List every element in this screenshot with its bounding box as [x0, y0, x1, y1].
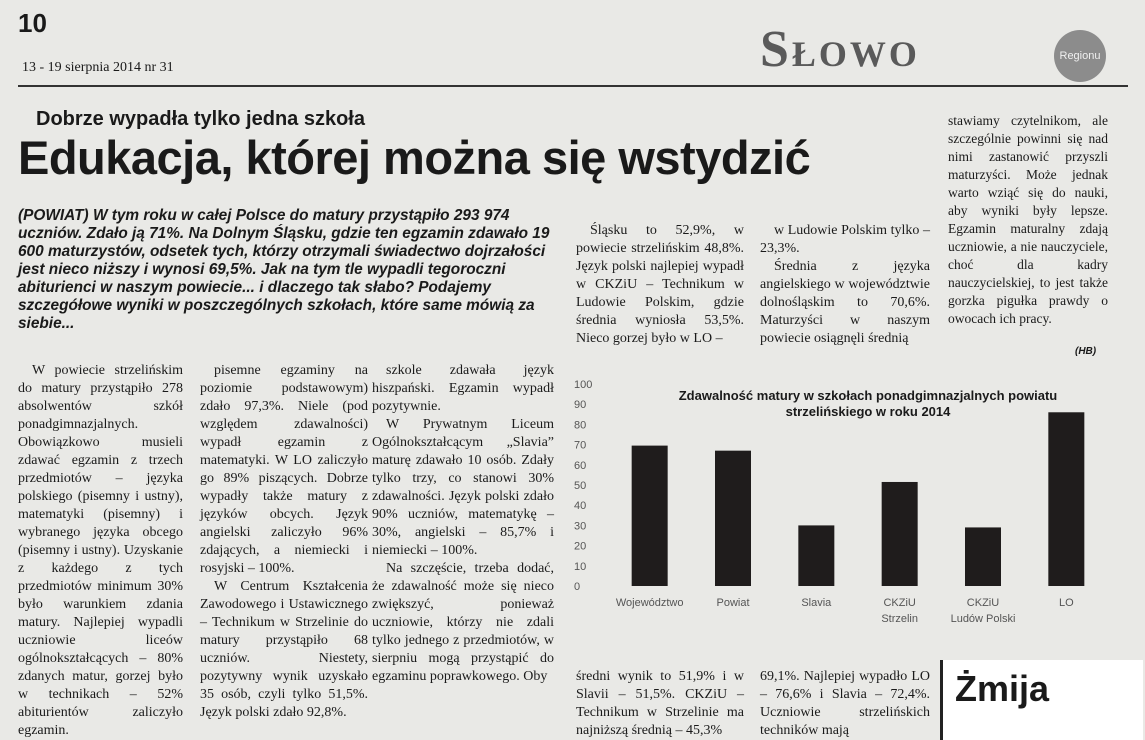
x-tick-label: CKZiU — [966, 597, 1000, 609]
chart-title — [679, 388, 1058, 419]
next-article-title: Żmija — [955, 668, 1050, 709]
paragraph: 69,1%. Najlepiej wypadło LO – 76,6% i Slavia – 72,4%. Uczniowie strzelińskich techników mają — [760, 669, 930, 738]
paragraph: Średnia z języka angielskiego w województwie dolnośląskim to 70,6%. Maturzyści w naszym powiecie osiągnęli średnią — [760, 259, 930, 346]
chart-bars — [632, 412, 1085, 586]
article-column-6 — [948, 112, 1108, 328]
y-tick-label: 40 — [574, 500, 587, 513]
article-column-5-continued — [760, 668, 930, 740]
y-tick-label: 10 — [574, 560, 587, 573]
chart-y-axis — [574, 379, 592, 593]
bar — [965, 527, 1001, 586]
article-column-3 — [372, 362, 554, 686]
chart-title-line: Zdawalność matury w szkołach ponadgimnazjalnych powiatu — [678, 388, 1058, 403]
article-column-4 — [576, 222, 744, 348]
paragraph: W Prywatnym Liceum Ogólnokształcącym „Slavia” maturę zdawało 10 osób. Zdały tylko trzy, co stanowi 30% zdawalności. Język polski zdało 90% uczniów, matematykę – 30%, angielski – 85,7% i niemiecki – 100%. — [372, 417, 554, 558]
bar — [798, 525, 834, 586]
y-tick-label: 70 — [574, 439, 587, 452]
x-tick-label: CKZiU — [883, 597, 916, 609]
y-tick-label: 0 — [574, 581, 581, 593]
masthead-badge: Regionu — [1054, 30, 1106, 82]
y-tick-label: 30 — [574, 520, 587, 533]
paragraph: szkole zdawała język hiszpański. Egzamin wypadł pozytywnie. — [372, 363, 554, 414]
paragraph: W powiecie strzelińskim do matury przystąpiło 278 absolwentów szkół ponadgimnazjalnych. Obowiązkowo musieli zdawać egzamin z trzech przedmiotów – języka polskiego (pisemny i ustny), matematyki (pisemny) i wybranego języka obcego (pisemny i ustny). Uzyskanie z każdego z tych przedmiotów minimum 30% było warunkiem zdania matury. Najlepiej wypadli uczniowie liceów ogólnokształcących – 80% zdanych matur, gorzej było w technikach – 52% abiturientów zaliczyło egzamin. — [18, 363, 183, 738]
x-tick-label: Województwo — [615, 597, 684, 609]
paragraph: w Ludowie Polskim tylko – 23,3%. — [760, 223, 930, 256]
article-kicker: Dobrze wypadła tylko jedna szkoła — [36, 108, 365, 130]
article-column-2 — [200, 362, 368, 722]
paragraph: stawiamy czytelnikom, ale szczególnie powinni się nad nimi zastanowić przyszli maturzyści. Może jednak warto wziąć się do nauki, aby wyniki były lepsze. Egzamin maturalny zdają uczniowie, a nie nauczyciele, choć dla kadry nauczycielskiej, to jest także gorzka pigułka prawdy o owocach ich pracy. — [948, 113, 1108, 326]
article-lead: (POWIAT) W tym roku w całej Polsce do matury przystąpiło 293 974 uczniów. Zdało ją 71%. Na Dolnym Śląsku, gdzie ten egzamin zdawało 19 600 maturzystów, odsetek tych, którzy otrzymali świadectwo dojrzałości jest nieco niższy i wynosi 69,5%. Jak na tym tle wypadli tegoroczni abiturienci w naszym powiecie... i dlaczego tak słabo? Podajemy szczegółowe wyniki w poszczególnych szkołach, które same mówią za siebie... — [18, 207, 550, 332]
x-tick-label: Slavia — [801, 597, 832, 609]
article-headline: Edukacja, której można się wstydzić — [18, 131, 811, 184]
y-tick-label: 50 — [574, 480, 587, 492]
y-tick-label: 100 — [574, 379, 593, 391]
bar — [882, 482, 918, 586]
bar — [632, 446, 668, 586]
y-tick-label: 20 — [574, 540, 587, 553]
article-column-4-continued — [576, 668, 744, 740]
header-rule — [18, 85, 1128, 87]
x-tick-label: LO — [1058, 597, 1074, 609]
paragraph: pisemne egzaminy na poziomie podstawowym) zdało 97,3%. Niele (pod względem zdawalności) wypadł egzamin z matematyki. W LO zaliczyło go 89% piszących. Dobrze wypadły także matury z języków obcych. Język angielski zaliczyło 96% zdających, a niemiecki i rosyjski – 100%. — [200, 363, 368, 576]
chart-title-line: strzelińskiego w roku 2014 — [785, 404, 951, 419]
paragraph: Śląsku to 52,9%, w powiecie strzelińskim 48,8%. Język polski najlepiej wypadł w CKZiU – Technikum w Ludowie Polskim, gdzie średnia wyniosła 53,5%. Nieco gorzej było w LO – — [576, 223, 744, 346]
chart-x-axis — [616, 597, 1074, 625]
x-tick-label: Strzelin — [881, 613, 919, 625]
bar — [1048, 412, 1084, 586]
author-initials: (HB) — [1075, 346, 1097, 357]
article-column-1 — [18, 362, 183, 740]
paragraph: średni wynik to 51,9% i w Slavii – 51,5%. CKZiU – Technikum w Strzelinie ma najniższą średnią – 45,3% — [576, 669, 744, 738]
y-tick-label: 90 — [574, 399, 587, 412]
x-tick-label: Powiat — [716, 597, 750, 609]
bar — [715, 451, 751, 586]
masthead-title: Słowo — [760, 21, 920, 78]
y-tick-label: 60 — [574, 459, 587, 472]
x-tick-label: Ludów Polski — [950, 613, 1016, 625]
paragraph: Na szczęście, trzeba dodać, że zdawalność może się nieco zwiększyć, ponieważ uczniowie, którzy nie zdali tylko jednego z przedmiotów, w sierpniu mogą przystąpić do egzaminu poprawkowego. Oby — [372, 561, 554, 684]
page-number: 10 — [18, 8, 47, 38]
paragraph: W Centrum Kształcenia Zawodowego i Ustawicznego – Technikum w Strzelinie do matury przystąpiło 68 uczniów. Niestety, pozytywny wynik uzyskało 35 osób, czyli tylko 51,5%. Język polski zdało 92,8%. — [200, 579, 368, 720]
pass-rate-bar-chart — [568, 368, 1113, 636]
y-tick-label: 80 — [574, 419, 587, 432]
article-column-5 — [760, 222, 930, 348]
issue-date: 13 - 19 sierpnia 2014 nr 31 — [22, 60, 174, 75]
